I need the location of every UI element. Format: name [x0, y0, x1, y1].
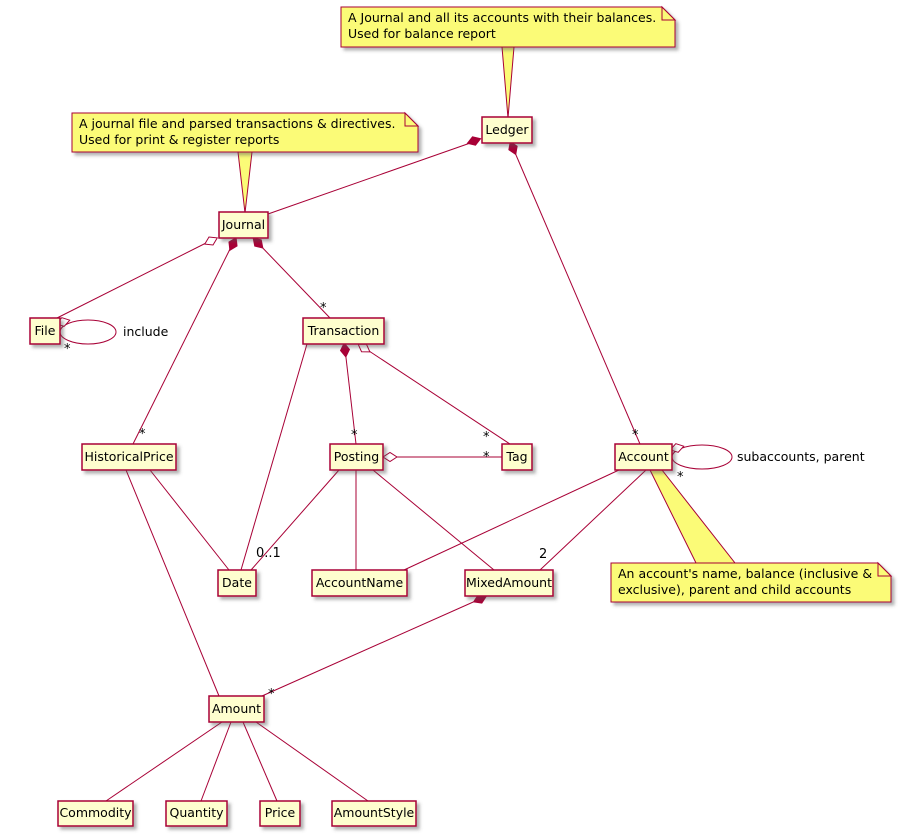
class-mixedamount-label: MixedAmount: [465, 575, 553, 590]
note-ledger-line1: A Journal and all its accounts with their balances.: [348, 10, 657, 25]
multiplicity-ledger-account: *: [632, 428, 639, 443]
class-accountname: [312, 570, 407, 596]
class-mixedamount: [465, 570, 553, 596]
note-account-line2: exclusive), parent and child accounts: [618, 582, 852, 597]
class-tag: [502, 444, 532, 470]
class-price: [260, 801, 300, 826]
multiplicity-journal-historicalprice: *: [139, 427, 146, 442]
multiplicity-transaction-tag: *: [483, 430, 490, 445]
class-journal: [219, 212, 268, 238]
class-amount-label: Amount: [211, 701, 262, 716]
label-file-include: include: [123, 324, 169, 339]
class-account-label: Account: [618, 449, 669, 464]
class-commodity: [58, 801, 133, 826]
class-date-label: Date: [222, 575, 252, 590]
class-posting: [330, 444, 383, 470]
class-amount: [209, 696, 264, 722]
multiplicity-file-include: *: [64, 342, 71, 357]
class-historicalprice: [82, 444, 176, 470]
class-ledger-label: Ledger: [485, 122, 529, 137]
class-commodity-label: Commodity: [59, 805, 132, 820]
note-journal: [72, 113, 418, 152]
multiplicity-posting-date: 0..1: [256, 546, 281, 561]
multiplicity-journal-transaction: *: [320, 301, 327, 316]
class-posting-label: Posting: [333, 449, 380, 464]
class-quantity: [166, 801, 227, 826]
class-file: [30, 318, 60, 344]
class-quantity-label: Quantity: [169, 805, 224, 820]
class-file-label: File: [34, 323, 56, 338]
note-journal-line2: Used for print & register reports: [79, 132, 280, 147]
class-historicalprice-label: HistoricalPrice: [84, 449, 174, 464]
class-account: [615, 444, 672, 470]
class-journal-label: Journal: [221, 217, 266, 232]
multiplicity-transaction-posting: *: [351, 428, 358, 443]
multiplicity-posting-tag: *: [483, 450, 490, 465]
class-ledger: [482, 117, 532, 143]
class-transaction: [303, 318, 384, 344]
note-account: [611, 563, 891, 602]
class-accountname-label: AccountName: [315, 575, 404, 590]
class-amountstyle: [332, 801, 416, 826]
label-account-subaccounts: subaccounts, parent: [737, 449, 865, 464]
multiplicity-mixedamount-amount: *: [268, 687, 275, 702]
note-ledger-line2: Used for balance report: [348, 26, 496, 41]
class-tag-label: Tag: [506, 449, 528, 464]
class-amountstyle-label: AmountStyle: [333, 805, 415, 820]
note-ledger: [341, 7, 675, 47]
class-transaction-label: Transaction: [307, 323, 380, 338]
note-journal-line1: A journal file and parsed transactions & directives.: [79, 116, 396, 131]
multiplicity-account-mixedamount: 2: [539, 547, 548, 562]
class-date: [218, 570, 256, 596]
multiplicity-account-subaccounts: *: [677, 470, 684, 485]
class-price-label: Price: [264, 805, 296, 820]
note-account-line1: An account's name, balance (inclusive &: [618, 566, 873, 581]
